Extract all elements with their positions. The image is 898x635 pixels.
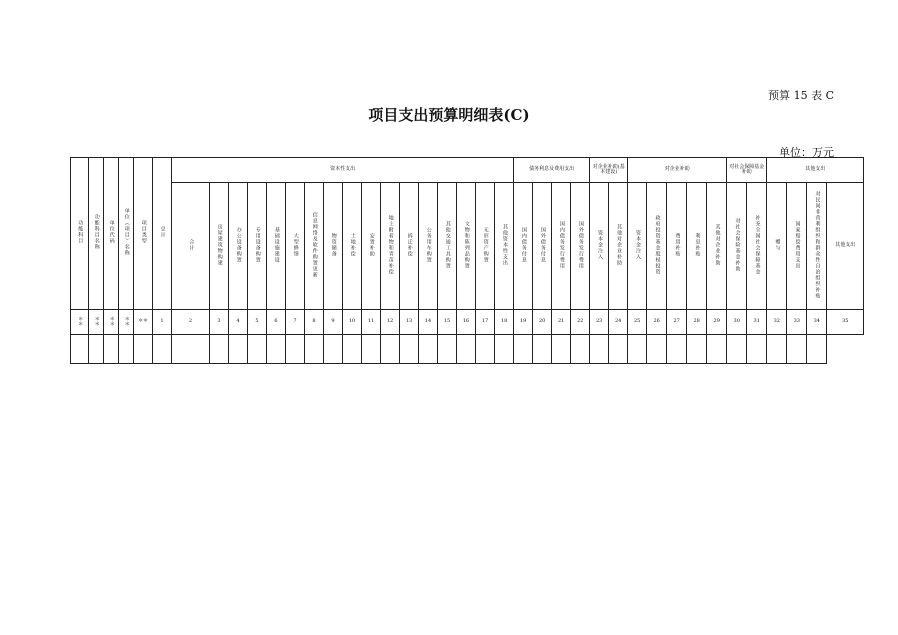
index-cell: 14: [419, 310, 438, 335]
index-cell: 10: [343, 310, 362, 335]
column-header: 利息补贴: [687, 183, 707, 310]
index-cell: 31: [747, 310, 767, 335]
group-capital: 资本性支出: [172, 158, 514, 183]
empty-cell: [727, 335, 747, 364]
empty-cell: [787, 335, 807, 364]
column-header: 资本金注入: [628, 183, 647, 310]
empty-cell: [400, 335, 419, 364]
group-enterprise-subsidy: 对企业补助: [628, 158, 727, 183]
empty-cell: [71, 335, 89, 364]
index-cell: 4: [229, 310, 248, 335]
index-cell: 3: [210, 310, 229, 335]
header-unit-code: 单位代码: [104, 158, 119, 310]
index-cell: 30: [727, 310, 747, 335]
index-cell: 34: [807, 310, 827, 335]
index-cell: ＊＊: [89, 310, 104, 335]
empty-cell: [667, 335, 687, 364]
index-cell: 15: [438, 310, 457, 335]
header-unit-name: 单位（项目）名称: [119, 158, 134, 310]
empty-cell: [438, 335, 457, 364]
empty-cell: [590, 335, 609, 364]
index-cell: 28: [687, 310, 707, 335]
column-header: 土地补偿: [343, 183, 362, 310]
index-cell: 8: [305, 310, 324, 335]
empty-cell: [571, 335, 590, 364]
column-header: 房屋建筑物购建: [210, 183, 229, 310]
group-header-row: [71, 158, 864, 183]
empty-cell: [153, 335, 172, 364]
index-cell: 29: [707, 310, 727, 335]
index-cell: 18: [495, 310, 514, 335]
index-row: [71, 310, 864, 335]
column-header: 地上附着物和青苗补偿: [381, 183, 400, 310]
index-cell: 1: [153, 310, 172, 335]
empty-cell: [419, 335, 438, 364]
column-header: 拆迁补偿: [400, 183, 419, 310]
index-cell: 9: [324, 310, 343, 335]
index-cell: 5: [248, 310, 267, 335]
index-cell: 12: [381, 310, 400, 335]
empty-cell: [628, 335, 647, 364]
column-header: 专用设备购置: [248, 183, 267, 310]
empty-cell: [457, 335, 476, 364]
table-row: [71, 335, 864, 364]
column-header: 基础设施建设: [267, 183, 286, 310]
empty-cell: [286, 335, 305, 364]
empty-cell: [119, 335, 134, 364]
empty-cell: [362, 335, 381, 364]
index-cell: ＊＊: [134, 310, 153, 335]
header-total: 总计: [153, 158, 172, 310]
index-cell: 2: [172, 310, 210, 335]
column-header: 国内债务发行费用: [552, 183, 571, 310]
column-header: 国内债务付息: [514, 183, 533, 310]
header-func-subject: 功能科目: [71, 158, 89, 310]
empty-cell: [552, 335, 571, 364]
empty-cell: [267, 335, 286, 364]
empty-cell: [747, 335, 767, 364]
empty-cell: [210, 335, 229, 364]
index-cell: ＊＊: [104, 310, 119, 335]
index-cell: 32: [767, 310, 787, 335]
index-cell: 11: [362, 310, 381, 335]
empty-cell: [687, 335, 707, 364]
form-number: 预算 15 表 C: [768, 89, 834, 102]
index-cell: 22: [571, 310, 590, 335]
empty-cell: [381, 335, 400, 364]
index-cell: 35: [827, 310, 864, 335]
empty-cell: [343, 335, 362, 364]
column-header: 资本金注入: [590, 183, 609, 310]
header-project-type: 项目类型: [134, 158, 153, 310]
index-cell: 6: [267, 310, 286, 335]
budget-detail-table: [70, 157, 864, 364]
empty-cell: [514, 335, 533, 364]
column-header: 国家赔偿费用支出: [787, 183, 807, 310]
column-header: 公务用车购置: [419, 183, 438, 310]
column-header: 其他对企业补助: [609, 183, 628, 310]
index-cell: 20: [533, 310, 552, 335]
empty-cell: [647, 335, 667, 364]
column-header: 政府投资基金股权投资: [647, 183, 667, 310]
column-header: 补充全国社会保障基金: [747, 183, 767, 310]
header-func-subject-name: 功能科目名称: [89, 158, 104, 310]
index-cell: 27: [667, 310, 687, 335]
column-header: 安置补助: [362, 183, 381, 310]
column-header: 大型修缮: [286, 183, 305, 310]
index-cell: 17: [476, 310, 495, 335]
group-debt: 债务利息及费用支出: [514, 158, 590, 183]
empty-cell: [89, 335, 104, 364]
empty-cell: [248, 335, 267, 364]
empty-cell: [229, 335, 248, 364]
index-cell: 33: [787, 310, 807, 335]
empty-cell: [533, 335, 552, 364]
group-enterprise-capital: 对企业补助(基本建设): [590, 158, 628, 183]
column-header: 其他对企业补助: [707, 183, 727, 310]
column-header: 物资储备: [324, 183, 343, 310]
empty-cell: [476, 335, 495, 364]
column-header: 其他资本性支出: [495, 183, 514, 310]
index-cell: 7: [286, 310, 305, 335]
column-header: 国外债务付息: [533, 183, 552, 310]
unit-label: 单位：万元: [779, 146, 834, 159]
index-cell: 25: [628, 310, 647, 335]
column-header: 赠与: [767, 183, 787, 310]
empty-cell: [495, 335, 514, 364]
empty-cell: [807, 335, 827, 364]
empty-cell: [305, 335, 324, 364]
empty-cell: [767, 335, 787, 364]
index-cell: ＊＊: [71, 310, 89, 335]
index-cell: 19: [514, 310, 533, 335]
column-header: 办公设备购置: [229, 183, 248, 310]
empty-cell: [104, 335, 119, 364]
column-header: 其他支出: [827, 183, 864, 310]
column-header: 对民间非营利组织和群众性自治组织补贴: [807, 183, 827, 310]
index-cell: 23: [590, 310, 609, 335]
column-header-row: [71, 183, 864, 310]
empty-cell: [609, 335, 628, 364]
group-other: 其他支出: [767, 158, 864, 183]
column-header: 国外债务发行费用: [571, 183, 590, 310]
group-social-security: 对社会保障基金补助: [727, 158, 767, 183]
column-header: 其他交通工具购置: [438, 183, 457, 310]
column-header: 费用补贴: [667, 183, 687, 310]
empty-cell: [134, 335, 153, 364]
column-header: 信息网络及软件购置更新: [305, 183, 324, 310]
index-cell: ＊＊: [119, 310, 134, 335]
index-cell: 13: [400, 310, 419, 335]
empty-cell: [324, 335, 343, 364]
empty-cell: [707, 335, 727, 364]
index-cell: 24: [609, 310, 628, 335]
empty-cell: [172, 335, 210, 364]
page-title: 项目支出预算明细表(C): [368, 106, 530, 124]
index-cell: 16: [457, 310, 476, 335]
index-cell: 21: [552, 310, 571, 335]
column-header: 无形资产购置: [476, 183, 495, 310]
column-header: 合计: [172, 183, 210, 310]
column-header: 文物和陈列品购置: [457, 183, 476, 310]
index-cell: 26: [647, 310, 667, 335]
column-header: 对社会保险基金补助: [727, 183, 747, 310]
